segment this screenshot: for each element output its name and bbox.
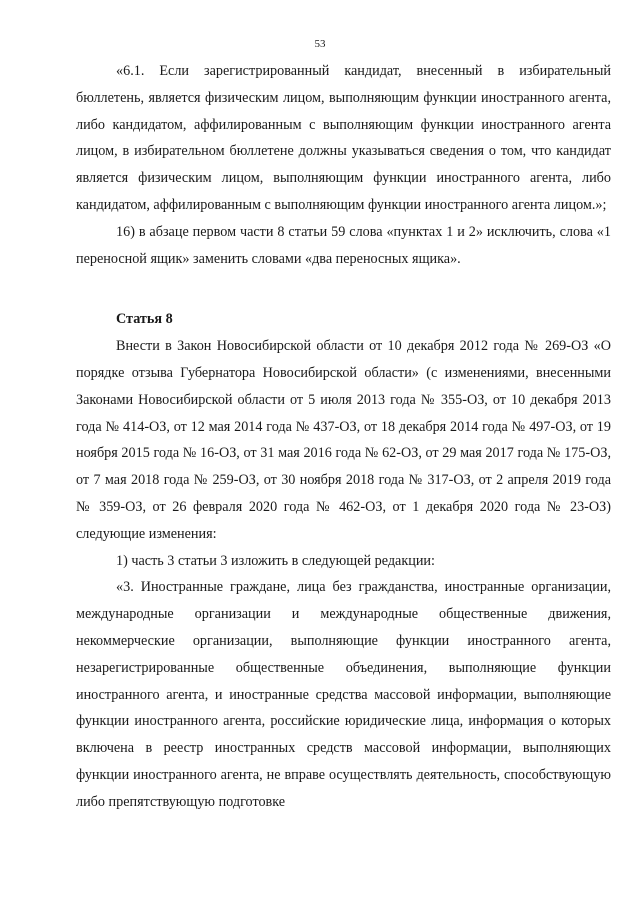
paragraph-amend-law: Внести в Закон Новосибирской области от 10 декабря 2012 года № 269-ОЗ «О порядке отзыва Губернатора Новосибирской области» (с изменениями, внесенными Законами Новосибирской области от 5 июля 2013 года № 355-ОЗ, от 10 декабря 2013 года № 414-ОЗ, от 12 мая 2014 года № 437-ОЗ, от 18 декабря 2014 года № 497-ОЗ, от 19 ноября 2015 года № 16-ОЗ, от 31 мая 2016 года № 62-ОЗ, от 29 мая 2017 года № 175-ОЗ, от 7 мая 2018 года № 259-ОЗ, от 30 ноября 2018 года № 317-ОЗ, от 2 апреля 2019 года № 359-ОЗ, от 26 февраля 2020 года № 462-ОЗ, от 1 декабря 2020 года № 23-ОЗ) следующие изменения: bbox=[76, 338, 611, 542]
paragraph-part-3: «3. Иностранные граждане, лица без гражданства, иностранные организации, международные организации и международные общественные движения, некоммерческие организации, выполняющие функции иностранного агента, незарегистрированные общественные объединения, выполняющие функции иностранного агента, и иностранные средства массовой информации, выполняющие функции иностранного агента, российские юридические лица, информация о которых включена в реестр иностранных средств массовой информации, выполняющих функции иностранного агента, не вправе осуществлять деятельность, способствующую либо препятствующую подготовке bbox=[76, 579, 611, 810]
paragraph-item-16: 16) в абзаце первом части 8 статьи 59 слова «пунктах 1 и 2» исключить, слова «1 переносной ящик» заменить словами «два переносных ящика». bbox=[76, 223, 611, 267]
paragraph-item-6-1: «6.1. Если зарегистрированный кандидат, внесенный в избирательный бюллетень, является физическим лицом, выполняющим функции иностранного агента, либо кандидатом, аффилированным с выполняющим функции иностранного агента лицом, в избирательном бюллетене должны указываться сведения о том, что кандидат является физическим лицом, выполняющим функции иностранного агента, либо кандидатом, аффилированным с выполняющим функции иностранного агента лицом.»; bbox=[76, 63, 611, 213]
document-body bbox=[76, 58, 611, 816]
article-heading: Статья 8 bbox=[116, 311, 173, 328]
page-number: 53 bbox=[314, 38, 326, 50]
paragraph-item-1: 1) часть 3 статьи 3 изложить в следующей редакции: bbox=[116, 552, 435, 569]
